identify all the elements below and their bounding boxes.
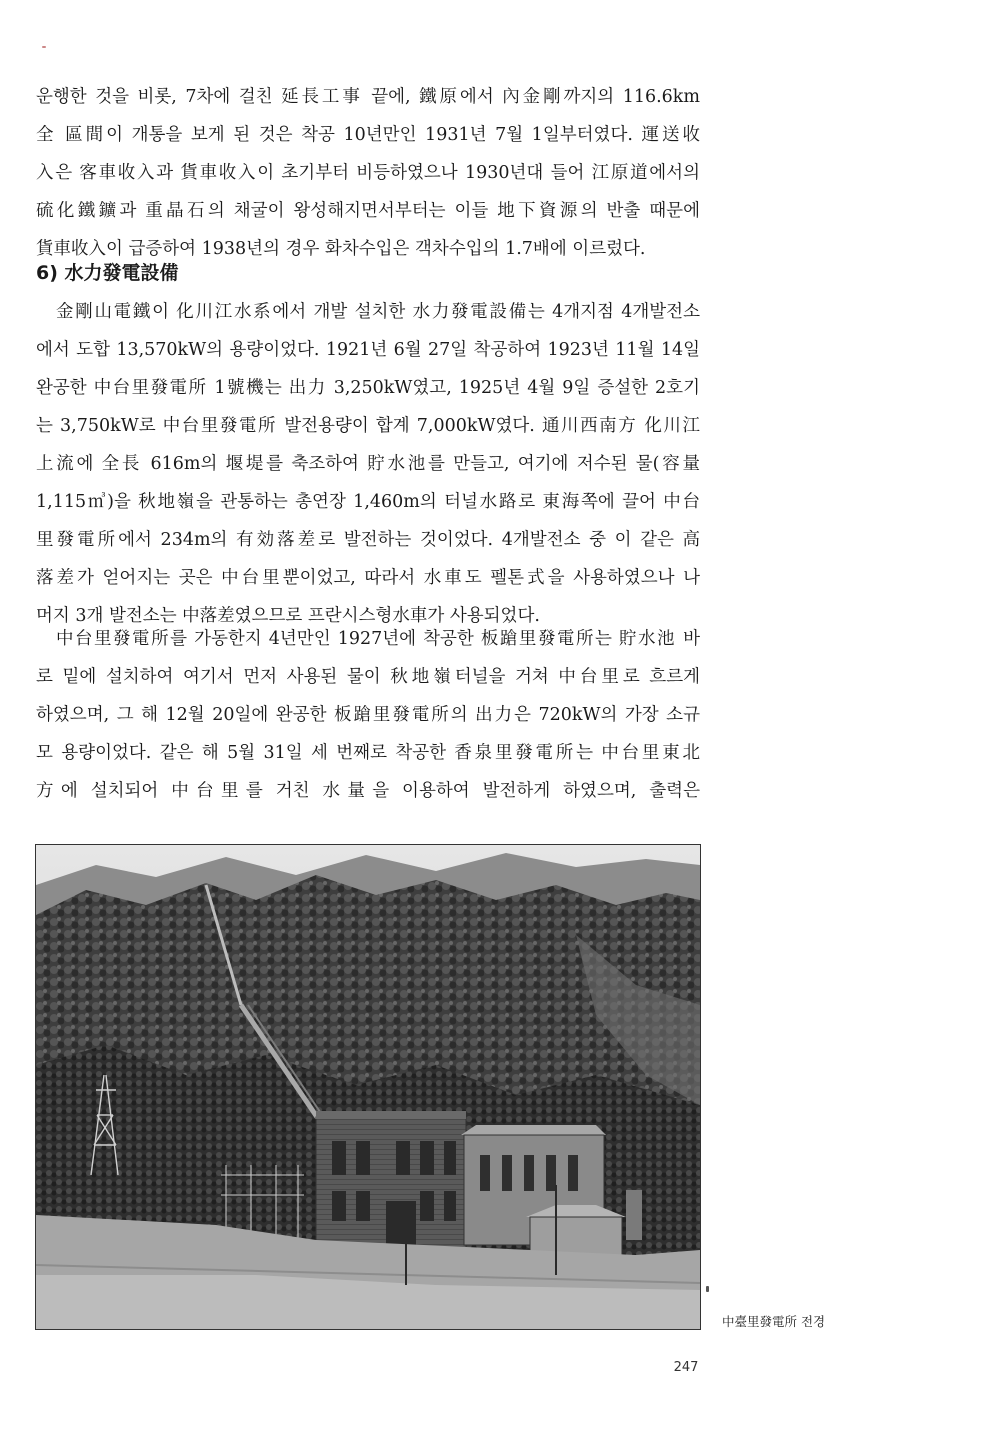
text-line: 머지 3개 발전소는 中落差였으므로 프란시스형水車가 사용되었다. (36, 606, 540, 626)
scan-speck (42, 46, 46, 48)
paragraph-1 (36, 78, 700, 268)
text-line: 方에 설치되어 中台里를 거친 水量을 이용하여 발전하게 하였으며, 출력은 (36, 781, 700, 801)
text-line: 로 밑에 설치하여 여기서 먼저 사용된 물이 秋地嶺터널을 거쳐 中台里로 흐르게 (36, 667, 700, 687)
text-line: 里發電所에서 234m의 有効落差로 발전하는 것이었다. 4개발전소 중 이 같은 高 (36, 530, 700, 550)
scan-speck (706, 1286, 709, 1292)
power-station-photo (36, 845, 700, 1329)
text-line: 완공한 中台里發電所 1號機는 出力 3,250kW였고, 1925년 4월 9일 증설한 2호기 (36, 378, 700, 398)
photo-caption: 中臺里發電所 전경 (722, 1314, 826, 1329)
section-heading: 6) 水力發電設備 (36, 262, 179, 284)
text-line: 金剛山電鐵이 化川江水系에서 개발 설치한 水力發電設備는 4개지점 4개발전소 (56, 302, 700, 322)
text-line: 에서 도합 13,570kW의 용량이었다. 1921년 6월 27일 착공하여 1923년 11월 14일 (36, 340, 700, 360)
text-line: 운행한 것을 비롯, 7차에 걸친 延長工事 끝에, 鐵原에서 內金剛까지의 116.6km (36, 87, 700, 107)
paragraph-2 (36, 293, 700, 635)
text-line: 1,115㎥)을 秋地嶺을 관통하는 총연장 1,460m의 터널水路로 東海쪽에 끌어 中台 (36, 492, 700, 512)
text-line: 全 區間이 개통을 보게 된 것은 착공 10년만인 1931년 7월 1일부터였다. 運送收 (36, 125, 700, 145)
text-line: 硫化鐵鑛과 重晶石의 채굴이 왕성해지면서부터는 이들 地下資源의 반출 때문에 (36, 201, 700, 221)
text-line: 하였으며, 그 해 12월 20일에 완공한 板蹌里發電所의 出力은 720kW의 가장 소규 (36, 705, 700, 725)
page-number: 247 (673, 1360, 699, 1375)
text-line: 入은 客車收入과 貨車收入이 초기부터 비등하였으나 1930년대 들어 江原道에서의 (36, 163, 700, 183)
text-line: 中台里發電所를 가동한지 4년만인 1927년에 착공한 板蹌里發電所는 貯水池 바 (56, 629, 700, 649)
text-line: 모 용량이었다. 같은 해 5월 31일 세 번째로 착공한 香泉里發電所는 中台里東北 (36, 743, 700, 763)
text-line: 落差가 얻어지는 곳은 中台里뿐이었고, 따라서 水車도 펠톤式을 사용하였으나 나 (36, 568, 700, 588)
text-line: 貨車收入이 급증하여 1938년의 경우 화차수입은 객차수입의 1.7배에 이르렀다. (36, 239, 646, 259)
text-line: 上流에 全長 616m의 堰堤를 축조하여 貯水池를 만들고, 여기에 저수된 물(容量 (36, 454, 700, 474)
text-line: 는 3,750kW로 中台里發電所 발전용량이 합계 7,000kW였다. 通川西南方 化川江 (36, 416, 700, 436)
paragraph-3 (36, 620, 700, 810)
